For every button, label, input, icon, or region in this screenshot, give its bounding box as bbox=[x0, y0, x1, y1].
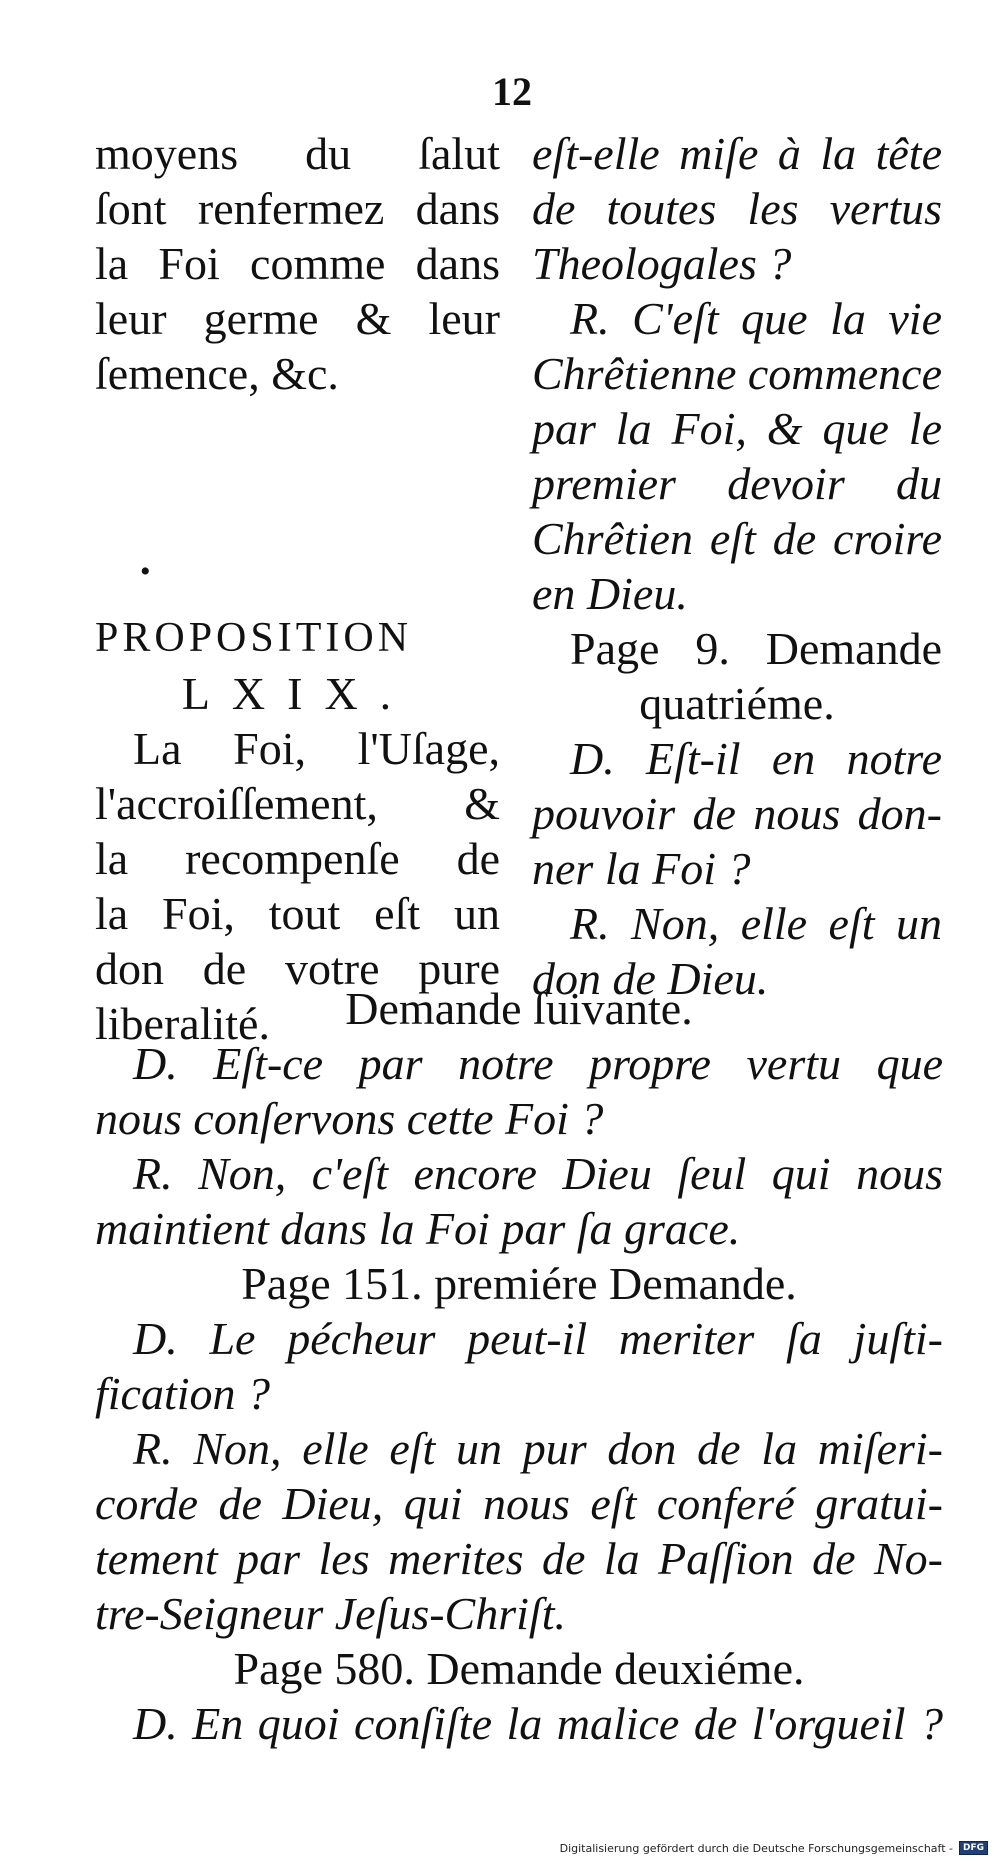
full-width-section bbox=[95, 981, 943, 1751]
answer-line: en Dieu. bbox=[532, 568, 688, 619]
proposition-line: la Foi, tout eſt un bbox=[95, 888, 500, 939]
left-line: leur germe & leur bbox=[95, 293, 500, 344]
reply-line: don de Dieu. bbox=[532, 953, 769, 1004]
page-number: 12 bbox=[492, 69, 532, 114]
reply-line: tre-Seigneur Jeſus-Chriſt. bbox=[95, 1588, 566, 1639]
left-line: la Foi comme dans bbox=[95, 238, 500, 289]
proposition-line: don de votre pure bbox=[95, 943, 500, 994]
proposition-line: l'accroiſſement, & bbox=[95, 778, 500, 829]
question-line: ner la Foi ? bbox=[532, 843, 751, 894]
digitization-footer bbox=[560, 1841, 988, 1855]
question-line: pouvoir de nous don- bbox=[532, 788, 942, 839]
left-line: ſemence, &c. bbox=[95, 348, 339, 399]
question-line: D. En quoi conſiſte la malice de l'orgueil ? bbox=[133, 1698, 943, 1749]
question-line: nous conſervons cette Foi ? bbox=[95, 1093, 604, 1144]
right-line: de toutes les vertus bbox=[532, 183, 942, 234]
left-line: ſont renfermez dans bbox=[95, 183, 500, 234]
proposition-number: LXIX. bbox=[181, 668, 414, 719]
section-heading: Page 151. premiére Demande. bbox=[241, 1258, 797, 1309]
proposition-line: La Foi, l'Uſage, bbox=[133, 723, 500, 774]
answer-line: premier devoir du bbox=[532, 458, 942, 509]
question-line: fication ? bbox=[95, 1368, 271, 1419]
reply-line: R. Non, elle eſt un pur don de la miſeri- bbox=[133, 1423, 943, 1474]
right-column bbox=[532, 126, 942, 1006]
reply-line: R. Non, c'eſt encore Dieu ſeul qui nous bbox=[133, 1148, 943, 1199]
answer-line: Chrêtienne commence bbox=[532, 348, 943, 399]
page-reference: Page 9. Demande bbox=[570, 623, 942, 674]
footer-text: Digitalisierung gefördert durch die Deutsche Forschungsgemeinschaft - bbox=[559, 1841, 953, 1855]
proposition-line: la recompenſe de bbox=[95, 833, 500, 884]
reply-line: R. Non, elle eſt un bbox=[570, 898, 942, 949]
reply-line: tement par les merites de la Paſſion de No- bbox=[95, 1533, 943, 1584]
question-line: D. Le pécheur peut-il meriter ſa juſti- bbox=[133, 1313, 943, 1364]
left-line: moyens du ſalut bbox=[95, 128, 500, 179]
answer-line: par la Foi, & que le bbox=[532, 403, 942, 454]
reply-line: maintient dans la Foi par ſa grace. bbox=[95, 1203, 741, 1254]
proposition-title: PROPOSITION bbox=[95, 615, 413, 661]
left-spacer bbox=[95, 591, 500, 611]
dfg-logo-icon: DFG bbox=[959, 1841, 988, 1855]
question-line: D. Eſt-il en notre bbox=[570, 733, 942, 784]
answer-line: R. C'eſt que la vie bbox=[570, 293, 942, 344]
question-line: D. Eſt-ce par notre propre vertu que bbox=[133, 1038, 943, 1089]
page-reference-cont: quatriéme. bbox=[639, 678, 835, 729]
left-spacer bbox=[95, 401, 500, 553]
right-line: Theologales ? bbox=[532, 238, 792, 289]
answer-line: Chrêtien eſt de croire bbox=[532, 513, 942, 564]
proposition-line: liberalité. bbox=[95, 998, 270, 1049]
right-line: eſt-elle miſe à la tête bbox=[532, 128, 942, 179]
section-heading: Demande ſuivante. bbox=[345, 983, 693, 1034]
left-column bbox=[95, 126, 500, 1051]
bullet-dot: • bbox=[140, 555, 151, 588]
reply-line: corde de Dieu, qui nous eſt conferé gratui- bbox=[95, 1478, 943, 1529]
section-heading: Page 580. Demande deuxiéme. bbox=[233, 1643, 805, 1694]
